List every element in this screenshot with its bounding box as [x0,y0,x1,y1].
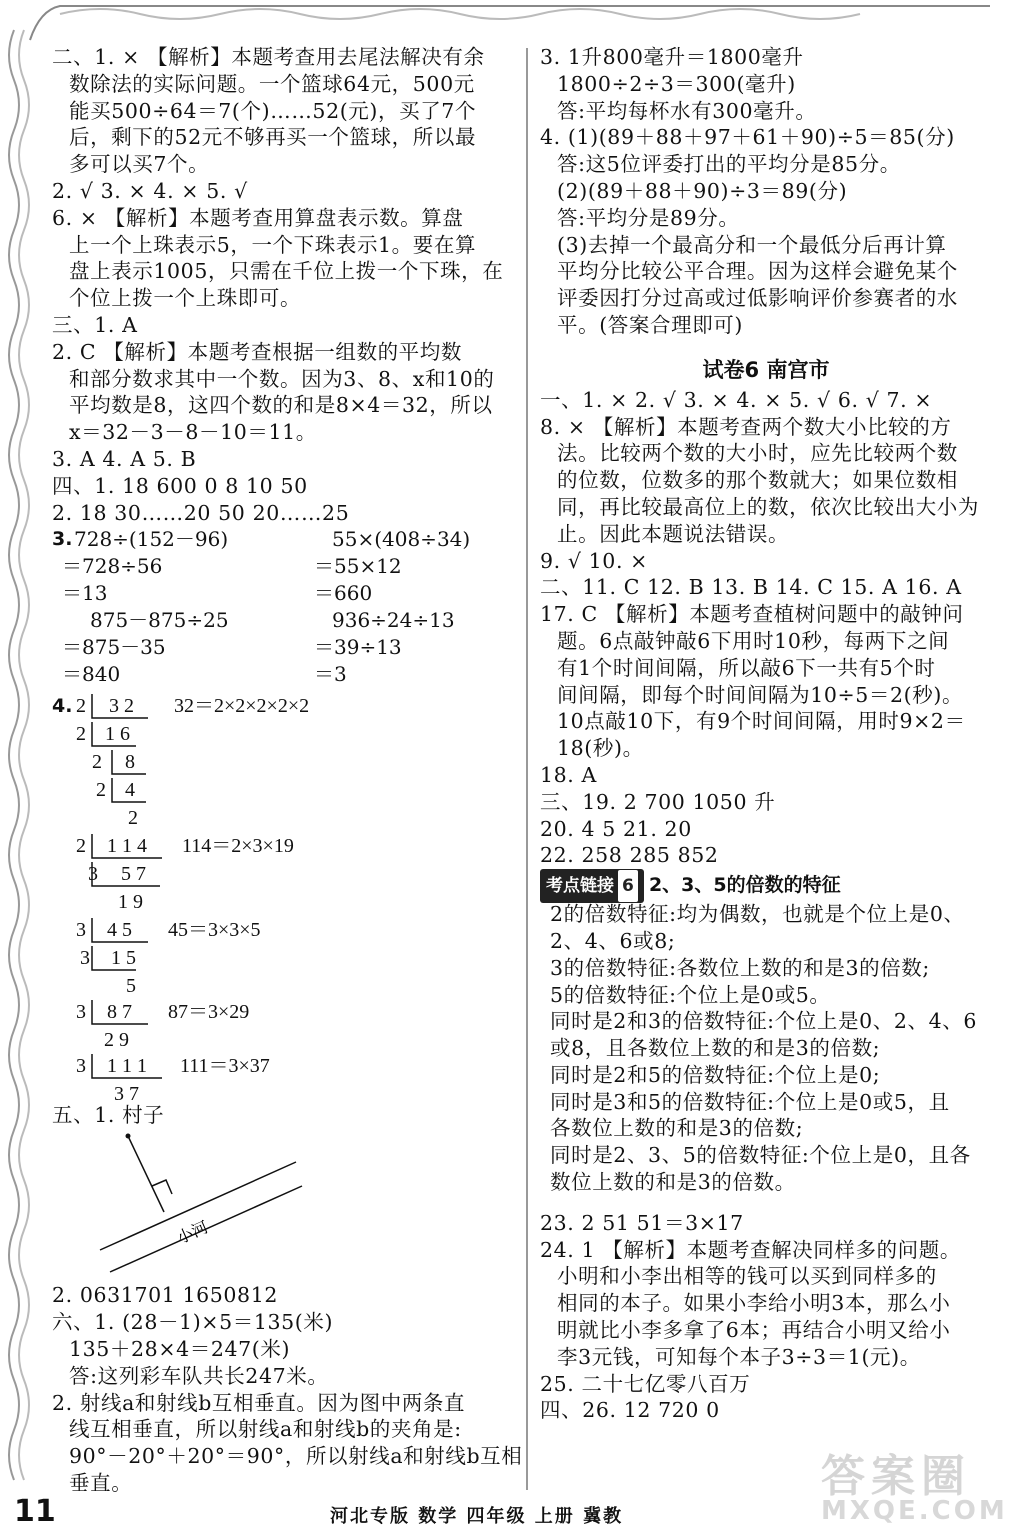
answer-line: 25. 二十七亿零八百万 [540,1371,751,1396]
answer-line: 二、1. × 【解析】本题考查用去尾法解决有余 [52,45,485,69]
answer-line: 2的倍数特征:均为偶数，也就是个位上是0、 [550,902,965,927]
answer-line: 法。比较两个数的大小时，应先比较两个数 [557,441,958,466]
answer-line: 三、1. A [52,312,138,337]
footer-info: 河北专版 数学 四年级 上册 冀教 [330,1506,624,1527]
answer-line: 有1个时间间隔，所以敲6下一共有5个时 [557,655,936,680]
answer-line: 能买500÷64＝7(个)……52(元)，买了7个 [69,98,477,123]
answer-line: 平均数是8，这四个数的和是8×4＝32，所以 [69,393,493,418]
answer-line: 90°－20°＋20°＝90°，所以射线a和射线b互相 [69,1444,523,1469]
answer-line: 平均分比较公平合理。因为这样会避免某个 [557,259,958,284]
answer-line: 线互相垂直，所以射线a和射线b的夹角是: [69,1417,462,1442]
f87-equation: 87＝3×29 [168,1001,250,1024]
answer-line: 或8，且各数位上数的和是3的倍数; [550,1036,881,1061]
calc-a-4: ＝875－35 [62,635,166,660]
calc-b-5: ＝3 [314,662,347,687]
answer-line: 同，再比较最高位上的数，依次比较出大小为 [557,494,979,519]
f32-row3: 2 4 [96,779,135,802]
answer-line: (2)(89＋88＋90)÷3＝89(分) [557,178,848,203]
answer-line: 同时是2和3的倍数特征:个位上是0、2、4、6 [550,1009,977,1034]
calc-b-0: 55×(408÷34) [332,527,471,552]
answer-line: 答:平均分是89分。 [557,205,740,230]
exam-title: 试卷6 南宫市 [702,357,830,382]
f111-equation: 111＝3×37 [180,1055,270,1078]
page-footer [10,1494,990,1534]
answer-line: 一、1. × 2. √ 3. × 4. × 5. √ 6. √ 7. × [540,387,933,412]
answer-line: 5的倍数特征:个位上是0或5。 [550,982,831,1007]
answer-line: 明就比小李多拿了6本；再结合小明又给小 [557,1318,951,1343]
factor-label: 4. [52,695,73,718]
answer-line: 20. 4 5 21. 20 [540,816,692,841]
answer-line: 盘上表示1005，只需在千位上拨一个下珠，在 [69,259,504,284]
watermark-logo: 答案圈 MXQE.COM [821,1451,1008,1526]
calc-b-1: ＝55×12 [314,554,402,579]
answer-line: 9. √ 10. × [540,548,648,573]
section5-label: 五、1. 村子 [52,1103,165,1128]
f87-row1: 2 9 [104,1029,129,1052]
f32-row1: 2 1 6 [76,723,130,746]
answer-line: 垂直。 [69,1470,133,1495]
left-answer-block-2 [52,1282,523,1496]
f114-equation: 114＝2×3×19 [182,835,294,858]
answer-line: 六、1. (28－1)×5＝135(米) [52,1310,334,1335]
answer-line: 的位数，位数多的那个数就大；如果位数相 [557,468,958,493]
f32-equation: 32＝2×2×2×2×2 [174,695,310,718]
perpendicular-diagram [52,1106,512,1282]
f114-row2: 1 9 [118,891,143,914]
answer-line: 李3元钱，可知每个本子3÷3＝1(元)。 [557,1344,921,1369]
factorization-block [52,688,514,1106]
answer-line: 2. 0631701 1650812 [52,1283,278,1308]
answer-line: 8. × 【解析】本题考查两个数大小比较的方 [540,414,952,439]
answer-line: 6. × 【解析】本题考查用算盘表示数。算盘 [52,205,464,230]
answer-line: 题。6点敲钟敲6下用时10秒，每两下之间 [557,628,950,653]
right-answer-block [540,44,992,339]
answer-line: 多可以买7个。 [69,152,210,177]
answer-line: 24. 1 【解析】本题考查解决同样多的问题。 [540,1237,961,1262]
answer-line: 相同的本子。如果小李给小明3本，那么小 [557,1291,951,1316]
knowledge-link-title: 2、3、5的倍数的特征 [648,874,841,897]
answer-line: 各数位上数的和是3的倍数; [550,1116,804,1141]
f111-row0: 3 1 1 1 [76,1055,147,1078]
answer-line: 3. 1升800毫升＝1800毫升 [540,45,804,69]
calc-a-5: ＝840 [62,662,121,687]
knowledge-link-content [540,901,992,1196]
f114-row0: 2 1 1 4 [76,835,147,858]
answer-line: 和部分数求其中一个数。因为3、8、x和10的 [69,366,495,391]
f32-row4: 2 [128,807,138,830]
answer-line: 答:这5位评委打出的平均分是85分。 [557,152,901,177]
f45-row2: 5 [126,975,136,998]
answer-line: 2. C 【解析】本题考查根据一组数的平均数 [52,339,462,364]
answer-line: 止。因此本题说法错误。 [557,521,790,546]
answer-line: 3. A 4. A 5. B [52,446,197,471]
answer-line: 同时是2、3、5的倍数特征:个位上是0，且各 [550,1143,971,1168]
right-column [540,44,992,1424]
right-answer-block-2 [540,387,992,869]
answer-line: 18. A [540,762,597,787]
f114-row1: 3 5 7 [88,863,146,886]
answer-line: 同时是3和5的倍数特征:个位上是0或5，且 [550,1089,950,1114]
answer-line: x＝32－3－8－10＝11。 [69,420,317,445]
f87-row0: 3 8 7 [76,1001,132,1024]
calc-b-3: 936÷24÷13 [332,608,455,633]
calc-a-2: ＝13 [62,581,108,606]
calc-b-4: ＝39÷13 [314,635,402,660]
answer-line: 2. 射线a和射线b互相垂直。因为图中两条直 [52,1390,466,1415]
calculation-block [52,526,514,688]
answer-line: 1800÷2÷3＝300(毫升) [557,71,796,96]
f111-row1: 3 7 [114,1083,139,1106]
answer-line: 四、26. 12 720 0 [540,1398,720,1423]
answer-line: 评委因打分过高或过低影响评价参赛者的水 [557,286,958,311]
f32-row0: 2 3 2 [76,695,134,718]
f32-row2: 2 8 [92,751,135,774]
right-answer-block-3 [540,1210,992,1424]
answer-line: 22. 258 285 852 [540,843,719,868]
calc-b-2: ＝660 [314,581,373,606]
answer-line: 答:平均每杯水有300毫升。 [557,98,817,123]
answer-line: 2. √ 3. × 4. × 5. √ [52,178,248,203]
answer-line: (3)去掉一个最高分和一个最低分后再计算 [557,232,947,257]
calc-a-3: 875－875÷25 [90,608,229,633]
answer-line: 18(秒)。 [557,736,644,761]
f45-row1: 3 1 5 [80,947,136,970]
answer-line: 数位上数的和是3的倍数。 [550,1170,796,1195]
f45-equation: 45＝3×3×5 [168,919,261,942]
answer-line: 三、19. 2 700 1050 升 [540,789,776,814]
answer-line: 二、11. C 12. B 13. B 14. C 15. A 16. A [540,575,962,600]
answer-line: 10点敲10下，有9个时间间隔，用时9×2＝ [557,709,966,734]
answer-line: 135＋28×4＝247(米) [69,1336,291,1361]
f45-row0: 3 4 5 [76,919,132,942]
answer-line: 17. C 【解析】本题考查植树问题中的敲钟问 [540,602,964,627]
answer-line: 间间隔，即每个时间间隔为10÷5＝2(秒)。 [557,682,964,707]
answer-line: 23. 2 51 51＝3×17 [540,1210,744,1235]
calc-label: 3. [52,528,73,551]
answer-line: 后，剩下的52元不够再买一个篮球，所以最 [69,125,477,150]
answer-line: 2、4、6或8; [550,928,676,953]
knowledge-link-badge: 考点链接 6 [540,869,644,903]
answer-line: 小明和小李出相等的钱可以买到同样多的 [557,1264,937,1289]
answer-line: 上一个上珠表示5，一个下珠表示1。要在算 [69,232,477,257]
answer-line: 2. 18 30……20 50 20……25 [52,500,350,525]
answer-line: 四、1. 18 600 0 8 10 50 [52,473,308,498]
answer-line: 平。(答案合理即可) [557,312,743,337]
calc-a-1: ＝728÷56 [62,554,163,579]
answer-line: 4. (1)(89＋88＋97＋61＋90)÷5＝85(分) [540,125,955,150]
page-number: 11 [14,1494,56,1529]
calc-a-0: 728÷(152－96) [74,527,229,552]
left-answer-block [52,44,514,526]
knowledge-link-header [540,869,992,901]
left-column [52,44,523,1497]
answer-line: 数除法的实际问题。一个篮球64元，500元 [69,71,475,96]
answer-line: 个位上拨一个上珠即可。 [69,286,302,311]
answer-line: 同时是2和5的倍数特征:个位上是0; [550,1062,881,1087]
village-river-diagram [52,1103,514,1282]
river-label: 小河 [173,1217,211,1248]
answer-line: 答:这列彩车队共长247米。 [69,1363,329,1388]
answer-line: 3的倍数特征:各数位上数的和是3的倍数; [550,955,930,980]
